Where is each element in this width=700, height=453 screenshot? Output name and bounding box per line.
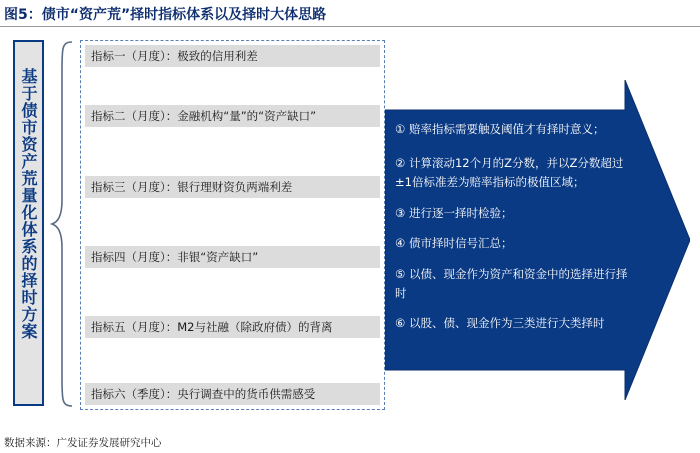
indicator-6: 指标六（季度）：央行调查中的货币供需感受: [85, 383, 380, 405]
data-source-note: 数据来源：广发证券发展研究中心: [4, 437, 162, 449]
scheme-label-box: [13, 40, 44, 406]
indicator-group-frame: [80, 40, 385, 410]
figure-title: 图5：债市“资产荒”择时指标体系以及择时大体思路: [4, 7, 327, 23]
step-2: ② 计算滚动12个月的Z分数，并以Z分数超过±1倍标准差为赔率指标的极值区域；: [395, 156, 624, 189]
indicator-5: 指标五（月度）：M2与社融（除政府债）的背离: [85, 316, 380, 338]
step-5: ⑤ 以债、现金作为资产和资金中的选择进行择时: [395, 267, 628, 300]
indicator-4: 指标四（月度）：非银“资产缺口”: [85, 246, 380, 268]
step-4: ④ 债市择时信号汇总；: [395, 236, 513, 250]
figure-title-bar: [0, 0, 700, 27]
indicator-1: 指标一（月度）：极致的信用利差: [85, 45, 380, 67]
step-6: ⑥ 以股、债、现金作为三类进行大类择时: [395, 316, 605, 330]
indicator-3: 指标三（月度）：银行理财资负两端利差: [85, 176, 380, 198]
step-1: ① 赔率指标需要触及阈值才有择时意义；: [395, 122, 605, 136]
step-3: ③ 进行逐一择时检验；: [395, 206, 513, 220]
indicator-2: 指标二（月度）：金融机构“量”的“资产缺口”: [85, 105, 380, 127]
scheme-label: 基于债市资产荒量化体系的择时方案: [19, 68, 38, 340]
curly-brace-icon: [50, 40, 76, 408]
